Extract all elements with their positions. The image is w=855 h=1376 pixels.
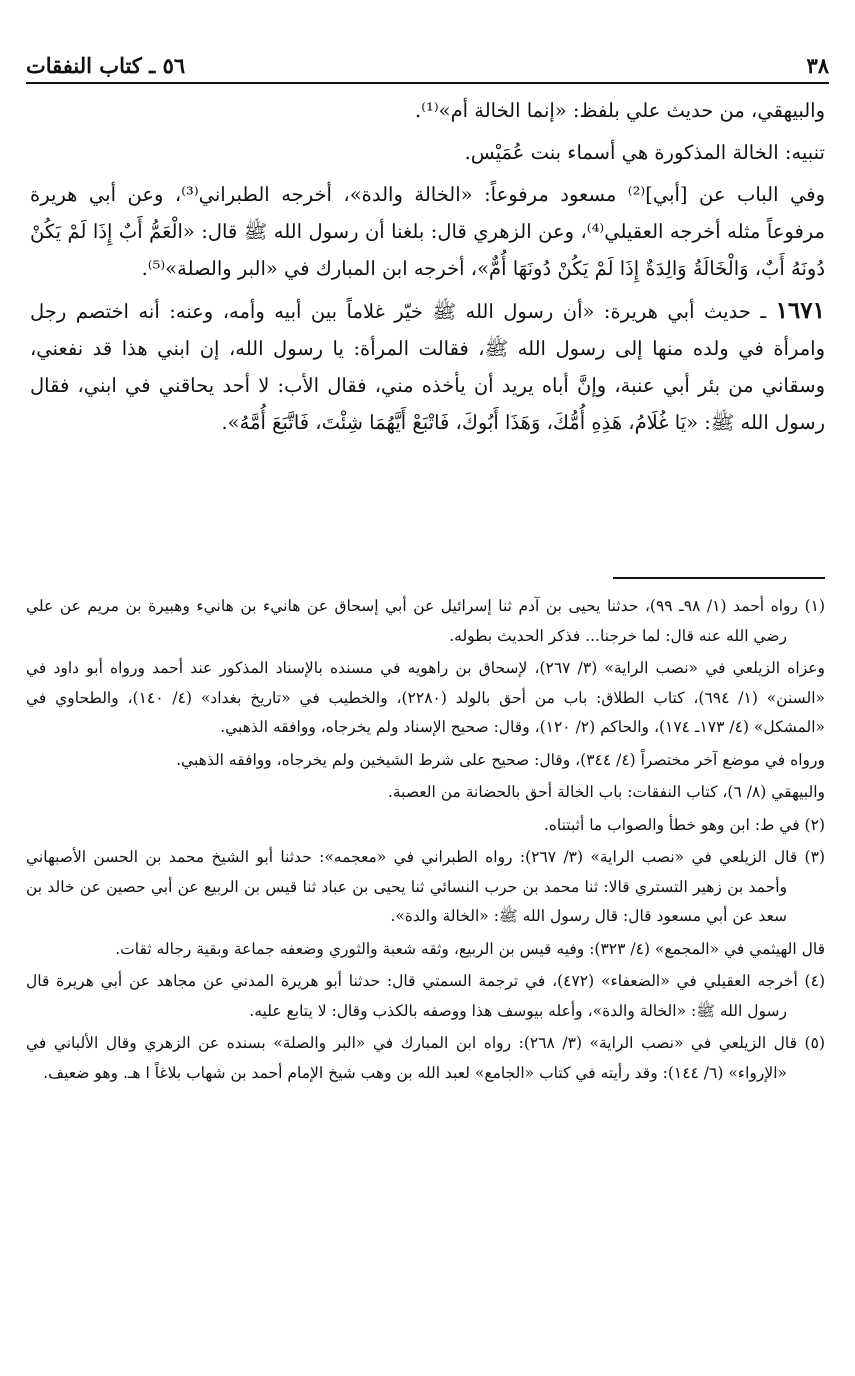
paragraph-hadith <box>30 292 825 441</box>
hadith-text: ـ حديث أبي هريرة: «أن رسول الله ﷺ خيّر غلاماً بين أبيه وأمه، وعنه: أنه اختصم رجل وامرأة في ولده منها إلى رسول الله ﷺ، فقالت المرأة: يا رسول الله، إن ابني هذا قد نفعني، وسقاني من بئر أبي عنبة، وإنَّ أباه يريد أن يأخذه مني، فقال الأب: لا أحد يحاقني في ابني، فقال رسول الله ﷺ: «يَا غُلَامُ، هَذِهِ أُمُّكَ، وَهَذَا أَبُوكَ، فَاتْبَعْ أَيَّهُمَا شِئْتَ، فَاتَّبَعَ أُمَّهُ». <box>30 300 825 434</box>
footnotes <box>26 592 825 1091</box>
hadith-number: ١٦٧١ <box>775 297 825 324</box>
footnote-3-continuation: قال الهيثمي في «المجمع» (٤/ ٣٢٣): وفيه قيس بن الربيع، وثقه شعبة والثوري وضعفه جماعة وبقية رجاله ثقات. <box>115 939 825 958</box>
paragraph-1: والبيهقي، من حديث علي بلفظ: «إنما الخالة أم»⁽¹⁾. <box>415 99 825 122</box>
footnote-1-continuation: وعزاه الزيلعي في «نصب الراية» (٣/ ٢٦٧)، لإسحاق بن راهويه في مسنده بالإسناد المذكور عند أحمد ورواه أبو داود في «السنن» (١/ ٦٩٤)، كتاب الطلاق: باب من أحق بالولد (٢٢٨٠)، والخطيب في «تاريخ بغداد» (٤/ ١٤٠)، والطحاوي في «المشكل» (٤/ ١٧٣ـ ١٧٤)، والحاكم (٢/ ١٢٠)، وقال: صحيح الإسناد ولم يخرجاه، ووافقه الذهبي. <box>26 659 825 736</box>
paragraph-note: تنبيه: الخالة المذكورة هي أسماء بنت عُمَيْس. <box>464 141 825 164</box>
footnote-1-continuation-3: والبيهقي (٨/ ٦)، كتاب النفقات: باب الخالة أحق بالحضانة من العصبة. <box>387 783 825 801</box>
footnote-separator <box>613 577 825 579</box>
footnote-3: (٣) قال الزيلعي في «نصب الراية» (٣/ ٢٦٧): رواه الطبراني في «معجمه»: حدثنا أبو الشيخ محمد بن الحسن الأصبهاني وأحمد بن زهير التستري قالا: ثنا محمد بن حرب النسائي ثنا يحيى بن عباد ثنا قيس بن الربيع عن أبي حصين عن خالد بن سعد عن أبي مسعود قال: قال رسول الله ﷺ: «الخالة والدة». <box>26 848 826 925</box>
footnote-5: (٥) قال الزيلعي في «نصب الراية» (٣/ ٢٦٨): رواه ابن المبارك في «البر والصلة» بسنده عن الزهري وقال الألباني في «الإرواء» (٦/ ١٤٤): وقد رأيته في كتاب «الجامع» لعبد الله بن وهب شيخ الإمام أحمد بن شهاب بلاغاً ا هـ. وهو ضعيف. <box>26 1034 825 1082</box>
page-header <box>26 38 829 84</box>
footnote-1-continuation-2: ورواه في موضع آخر مختصراً (٤/ ٣٤٤)، وقال: صحيح على شرط الشيخين ولم يخرجاه، ووافقه الذهبي. <box>176 750 825 769</box>
paragraph-chapter: وفي الباب عن [أبي]⁽²⁾ مسعود مرفوعاً: «الخالة والدة»، أخرجه الطبراني⁽³⁾، وعن أبي هريرة مرفوعاً مثله أخرجه العقيلي⁽⁴⁾، وعن الزهري قال: بلغنا أن رسول الله ﷺ قال: «الْعَمُّ أَبٌ إِذَا لَمْ يَكُنْ دُونَهُ أَبٌ، وَالْخَالَةُ وَالِدَةٌ إِذَا لَمْ يَكُنْ دُونَهَا أُمٌّ»، أخرجه ابن المبارك في «البر والصلة»⁽⁵⁾. <box>30 183 826 280</box>
main-text <box>30 92 825 446</box>
footnote-2: (٢) في ط: ابن وهو خطأ والصواب ما أثبتناه. <box>543 815 825 834</box>
page-number: ٣٨ <box>806 53 829 78</box>
footnote-4: (٤) أخرجه العقيلي في «الضعفاء» (٤٧٢)، في ترجمة السمتي قال: حدثنا أبو هريرة المدني عن مجاهد عن أبي هريرة قال رسول الله ﷺ: «الخالة والدة»، وأعله بيوسف هذا ووصفه بالكذب وقال: لا يتابع عليه. <box>26 972 825 1020</box>
running-title: ٥٦ ـ كتاب النفقات <box>26 53 186 78</box>
footnote-1: (١) رواه أحمد (١/ ٩٨ـ ٩٩)، حدثنا يحيى بن آدم ثنا إسرائيل عن أبي إسحاق عن هانيء بن هانيء وهبيرة بن مريم عن علي رضي الله عنه قال: لما خرجنا... فذكر الحديث بطوله. <box>26 597 826 645</box>
